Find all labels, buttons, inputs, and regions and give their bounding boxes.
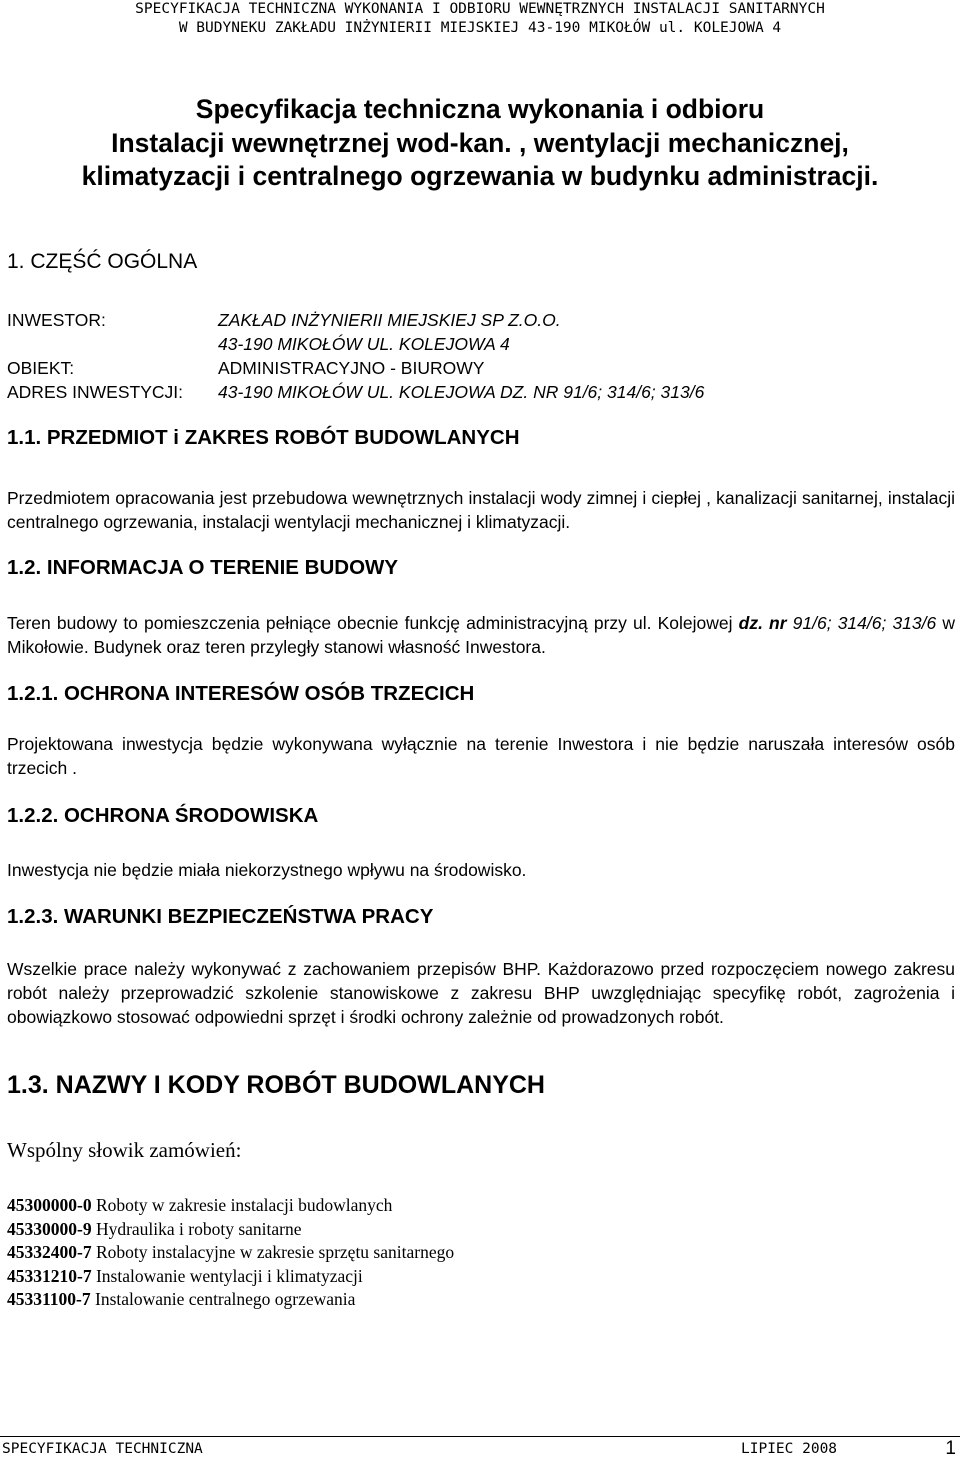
page-footer [0,1438,960,1461]
section-1-2-3-text: Wszelkie prace należy wykonywać z zachowaniem przepisów BHP. Każdorazowo przed rozpoczęciem nowego zakresu robót należy przeprowadzić szkolenie stanowiskowe z zakresu BHP uwzględniając specyfikę robót, zagrożenia i obowiązkowo stosować odpowiedni sprzęt i środki ochrony zależnie od prowadzonych robót. [7,959,955,1027]
investor-value: ZAKŁAD INŻYNIERII MIEJSKIEJ SP Z.O.O. [218,310,561,330]
common-vocabulary-label: Wspólny słowik zamówień: [7,1138,242,1162]
section-1-2-heading: 1.2. INFORMACJA O TERENIE BUDOWY [7,556,399,579]
running-header-line-2: W BUDYNEKU ZAKŁADU INŻYNIERII MIEJSKIEJ 43-190 MIKOŁÓW ul. KOLEJOWA 4 [178,20,782,36]
section-1-1-heading: 1.1. PRZEDMIOT i ZAKRES ROBÓT BUDOWLANYCH [7,426,520,449]
document-title [0,93,960,194]
footer-divider [0,1436,960,1437]
cpv-description: Roboty w zakresie instalacji budowlanych [91,1195,393,1215]
section-1-2-2-heading: 1.2.2. OCHRONA ŚRODOWISKA [7,804,319,827]
running-header [0,0,960,38]
investor-label: INWESTOR: [7,310,106,330]
list-item [7,1218,454,1242]
footer-document-name: SPECYFIKACJA TECHNICZNA [2,1441,203,1457]
section-1-3-heading: 1.3. NAZWY I KODY ROBÓT BUDOWLANYCH [7,1071,545,1099]
document-title-line-2: Instalacji wewnętrznej wod-kan. , wentylacji mechanicznej, [111,127,849,158]
list-item [7,1288,454,1312]
cpv-code: 45330000-9 [7,1218,92,1239]
object-label: OBIEKT: [7,358,75,378]
section-1-2-1-heading: 1.2.1. OCHRONA INTERESÓW OSÓB TRZECICH [7,682,475,705]
list-item [7,1194,454,1218]
section-1-2-text [7,611,955,659]
footer-date: LIPIEC 2008 [741,1441,838,1457]
address-value: 43-190 MIKOŁÓW UL. KOLEJOWA DZ. NR 91/6; 314/6; 313/6 [218,382,705,402]
section-1-2-plot-label: dz. nr [738,613,787,633]
section-1-2-2-text: Inwestycja nie będzie miała niekorzystnego wpływu na środowisko. [7,860,527,880]
section-1-2-1-text: Projektowana inwestycja będzie wykonywana wyłącznie na terenie Inwestora i nie będzie naruszała interesów osób trzecich . [7,734,955,778]
list-item [7,1241,454,1265]
address-label: ADRES INWESTYCJI: [7,382,183,402]
investor-address: 43-190 MIKOŁÓW UL. KOLEJOWA 4 [218,334,510,354]
object-value: ADMINISTRACYJNO - BIUROWY [218,358,485,378]
cpv-code: 45331100-7 [7,1289,91,1309]
section-1-2-3-heading: 1.2.3. WARUNKI BEZPIECZEŃSTWA PRACY [7,905,434,928]
cpv-description: Instalowanie centralnego ogrzewania [90,1289,356,1309]
cpv-description: Roboty instalacyjne w zakresie sprzętu sanitarnego [91,1242,455,1262]
cpv-code: 45331210-7 [7,1265,92,1286]
cpv-description: Instalowanie wentylacji i klimatyzacji [91,1265,363,1286]
section-1-1-text: Przedmiotem opracowania jest przebudowa wewnętrznych instalacji wody zimnej i ciepłej , kanalizacji sanitarnej, instalacji centralnego ogrzewania, instalacji wentylacji mechanicznej i klimatyzacji. [7,488,955,532]
document-title-line-3: klimatyzacji i centralnego ogrzewania w budynku administracji. [81,161,879,191]
cpv-code-list [7,1194,454,1312]
cpv-description: Hydraulika i roboty sanitarne [91,1218,302,1239]
document-title-line-1: Specyfikacja techniczna wykonania i odbioru [195,94,765,124]
cpv-code: 45300000-0 [7,1195,92,1215]
section-1-2-text-b: w Mikołowie. Budynek oraz teren przyległy stanowi własność Inwestora. [7,613,955,657]
cpv-code: 45332400-7 [7,1242,92,1262]
section-1-2-text-a: Teren budowy to pomieszczenia pełniące obecnie funkcję administracyjną przy ul. Kolejowej [7,613,739,633]
section-1-2-plot-numbers: 91/6; 314/6; 313/6 [786,613,937,633]
running-header-line-1: SPECYFIKACJA TECHNICZNA WYKONANIA I ODBIORU WEWNĘTRZNYCH INSTALACJI SANITARNYCH [135,1,825,17]
page-number: 1 [945,1438,956,1459]
section-1-heading: 1. CZĘŚĆ OGÓLNA [7,250,198,273]
list-item [7,1265,454,1289]
